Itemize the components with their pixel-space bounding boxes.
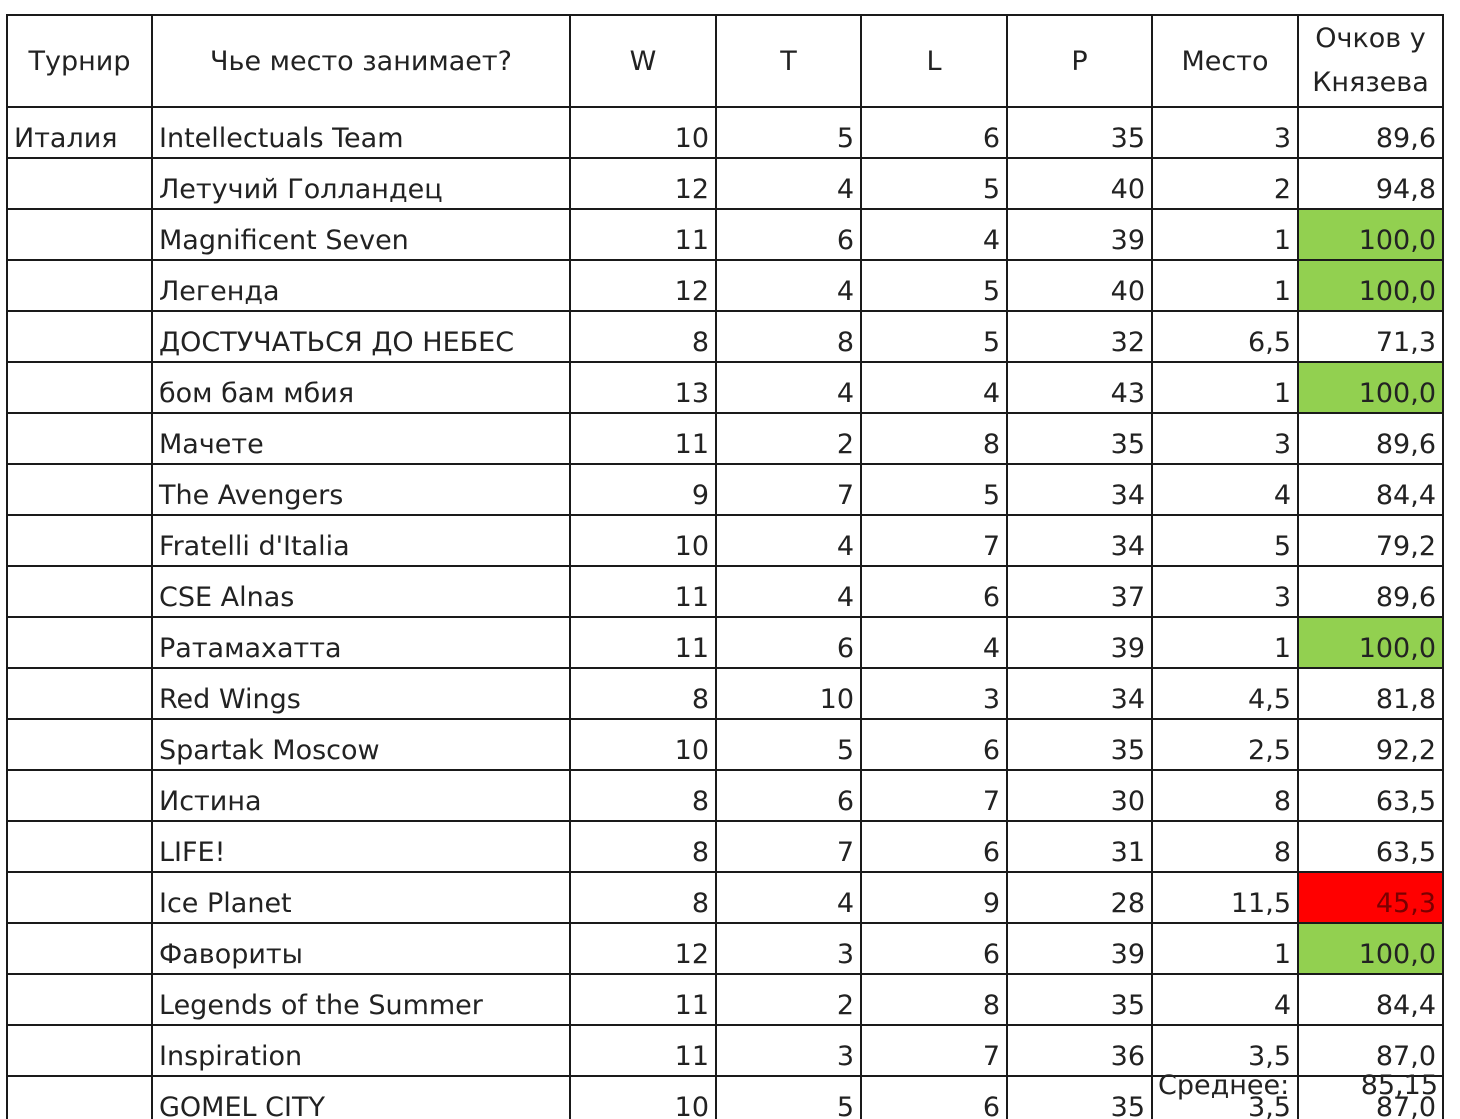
- cell-tournament: [7, 1076, 152, 1119]
- cell-ties: 4: [716, 566, 861, 617]
- table-row: [7, 617, 1443, 668]
- average-value: 85,15: [1360, 1070, 1438, 1101]
- cell-points: 28: [1007, 872, 1152, 923]
- table-row: [7, 974, 1443, 1025]
- cell-wins: 12: [570, 158, 716, 209]
- cell-tournament: [7, 770, 152, 821]
- cell-score: 100,0: [1298, 923, 1443, 974]
- table-row: [7, 923, 1443, 974]
- table-row: [7, 362, 1443, 413]
- cell-team: Spartak Moscow: [152, 719, 570, 770]
- header-score-line1: Очков у: [1315, 23, 1426, 54]
- cell-ties: 5: [716, 719, 861, 770]
- cell-tournament: [7, 413, 152, 464]
- cell-score: 94,8: [1298, 158, 1443, 209]
- cell-points: 34: [1007, 515, 1152, 566]
- table-row: [7, 107, 1443, 158]
- cell-team: Intellectuals Team: [152, 107, 570, 158]
- cell-ties: 4: [716, 260, 861, 311]
- cell-team: Мачете: [152, 413, 570, 464]
- table-row: [7, 209, 1443, 260]
- cell-wins: 12: [570, 260, 716, 311]
- cell-tournament: [7, 617, 152, 668]
- cell-score: 63,5: [1298, 770, 1443, 821]
- cell-points: 35: [1007, 107, 1152, 158]
- header-tournament: Турнир: [7, 15, 152, 107]
- cell-tournament: [7, 260, 152, 311]
- cell-place: 11,5: [1152, 872, 1298, 923]
- cell-wins: 8: [570, 821, 716, 872]
- cell-wins: 8: [570, 311, 716, 362]
- header-row: [7, 15, 1443, 107]
- cell-team: Фавориты: [152, 923, 570, 974]
- cell-losses: 6: [861, 719, 1007, 770]
- cell-ties: 4: [716, 158, 861, 209]
- table-row: [7, 719, 1443, 770]
- cell-team: бом бам мбия: [152, 362, 570, 413]
- cell-place: 4: [1152, 974, 1298, 1025]
- cell-wins: 11: [570, 566, 716, 617]
- cell-place: 1: [1152, 923, 1298, 974]
- cell-points: 35: [1007, 413, 1152, 464]
- cell-losses: 4: [861, 362, 1007, 413]
- cell-team: GOMEL CITY: [152, 1076, 570, 1119]
- cell-tournament: [7, 464, 152, 515]
- cell-points: 39: [1007, 617, 1152, 668]
- cell-team: Летучий Голландец: [152, 158, 570, 209]
- table-row: [7, 413, 1443, 464]
- cell-team: Легенда: [152, 260, 570, 311]
- cell-points: 34: [1007, 464, 1152, 515]
- cell-tournament: [7, 974, 152, 1025]
- cell-losses: 7: [861, 1025, 1007, 1076]
- table-body: [7, 107, 1443, 1119]
- cell-tournament: Италия: [7, 107, 152, 158]
- header-points: P: [1007, 15, 1152, 107]
- cell-wins: 10: [570, 107, 716, 158]
- table-row: [7, 311, 1443, 362]
- cell-ties: 5: [716, 107, 861, 158]
- cell-ties: 4: [716, 872, 861, 923]
- cell-points: 30: [1007, 770, 1152, 821]
- cell-ties: 7: [716, 464, 861, 515]
- cell-wins: 11: [570, 617, 716, 668]
- cell-tournament: [7, 515, 152, 566]
- cell-ties: 6: [716, 209, 861, 260]
- cell-tournament: [7, 668, 152, 719]
- cell-score: 87,0: [1298, 1076, 1443, 1119]
- cell-ties: 3: [716, 1025, 861, 1076]
- cell-team: LIFE!: [152, 821, 570, 872]
- table-row: [7, 464, 1443, 515]
- cell-place: 2: [1152, 158, 1298, 209]
- header-wins: W: [570, 15, 716, 107]
- cell-place: 4: [1152, 464, 1298, 515]
- cell-wins: 8: [570, 872, 716, 923]
- cell-score: 79,2: [1298, 515, 1443, 566]
- cell-place: 3: [1152, 566, 1298, 617]
- cell-score: 92,2: [1298, 719, 1443, 770]
- cell-score: 89,6: [1298, 566, 1443, 617]
- cell-tournament: [7, 923, 152, 974]
- cell-ties: 4: [716, 515, 861, 566]
- cell-score: 63,5: [1298, 821, 1443, 872]
- cell-wins: 9: [570, 464, 716, 515]
- cell-score: 100,0: [1298, 617, 1443, 668]
- cell-losses: 5: [861, 464, 1007, 515]
- cell-losses: 8: [861, 974, 1007, 1025]
- cell-tournament: [7, 872, 152, 923]
- cell-team: CSE Alnas: [152, 566, 570, 617]
- cell-points: 40: [1007, 158, 1152, 209]
- cell-score: 84,4: [1298, 974, 1443, 1025]
- cell-wins: 10: [570, 515, 716, 566]
- cell-losses: 8: [861, 413, 1007, 464]
- cell-place: 3,5: [1152, 1076, 1298, 1119]
- cell-points: 43: [1007, 362, 1152, 413]
- cell-team: Inspiration: [152, 1025, 570, 1076]
- cell-losses: 6: [861, 923, 1007, 974]
- cell-place: 6,5: [1152, 311, 1298, 362]
- cell-team: The Avengers: [152, 464, 570, 515]
- cell-score: 71,3: [1298, 311, 1443, 362]
- cell-losses: 6: [861, 821, 1007, 872]
- cell-place: 3: [1152, 107, 1298, 158]
- cell-losses: 6: [861, 107, 1007, 158]
- results-table: [6, 14, 1444, 1119]
- cell-place: 3,5: [1152, 1025, 1298, 1076]
- cell-ties: 6: [716, 617, 861, 668]
- cell-score: 89,6: [1298, 413, 1443, 464]
- cell-wins: 12: [570, 923, 716, 974]
- cell-place: 8: [1152, 770, 1298, 821]
- cell-losses: 4: [861, 617, 1007, 668]
- header-ties: T: [716, 15, 861, 107]
- table-row: [7, 566, 1443, 617]
- header-losses: L: [861, 15, 1007, 107]
- cell-tournament: [7, 821, 152, 872]
- cell-losses: 9: [861, 872, 1007, 923]
- cell-losses: 5: [861, 311, 1007, 362]
- cell-points: 40: [1007, 260, 1152, 311]
- results-sheet: [6, 14, 1444, 1119]
- cell-team: ДОСТУЧАТЬСЯ ДО НЕБЕС: [152, 311, 570, 362]
- cell-score: 84,4: [1298, 464, 1443, 515]
- cell-losses: 3: [861, 668, 1007, 719]
- cell-wins: 8: [570, 668, 716, 719]
- cell-place: 1: [1152, 209, 1298, 260]
- cell-wins: 10: [570, 1076, 716, 1119]
- cell-place: 3: [1152, 413, 1298, 464]
- cell-team: Fratelli d'Italia: [152, 515, 570, 566]
- cell-tournament: [7, 1025, 152, 1076]
- cell-place: 1: [1152, 260, 1298, 311]
- cell-score: 87,0: [1298, 1025, 1443, 1076]
- cell-place: 1: [1152, 617, 1298, 668]
- cell-score: 81,8: [1298, 668, 1443, 719]
- cell-points: 31: [1007, 821, 1152, 872]
- cell-place: 1: [1152, 362, 1298, 413]
- cell-points: 39: [1007, 209, 1152, 260]
- cell-wins: 8: [570, 770, 716, 821]
- cell-ties: 10: [716, 668, 861, 719]
- cell-ties: 4: [716, 362, 861, 413]
- cell-team: Magnificent Seven: [152, 209, 570, 260]
- cell-tournament: [7, 362, 152, 413]
- cell-losses: 4: [861, 209, 1007, 260]
- cell-losses: 5: [861, 260, 1007, 311]
- cell-points: 34: [1007, 668, 1152, 719]
- cell-losses: 6: [861, 1076, 1007, 1119]
- cell-losses: 6: [861, 566, 1007, 617]
- header-score-line2: Князева: [1312, 67, 1429, 98]
- table-row: [7, 872, 1443, 923]
- cell-wins: 11: [570, 209, 716, 260]
- cell-points: 35: [1007, 974, 1152, 1025]
- cell-wins: 11: [570, 1025, 716, 1076]
- header-score: [1298, 15, 1443, 107]
- cell-ties: 7: [716, 821, 861, 872]
- cell-team: Истина: [152, 770, 570, 821]
- cell-wins: 13: [570, 362, 716, 413]
- cell-team: Ice Planet: [152, 872, 570, 923]
- cell-place: 8: [1152, 821, 1298, 872]
- cell-losses: 7: [861, 770, 1007, 821]
- cell-ties: 6: [716, 770, 861, 821]
- cell-tournament: [7, 209, 152, 260]
- table-row: [7, 515, 1443, 566]
- cell-team: Red Wings: [152, 668, 570, 719]
- cell-losses: 7: [861, 515, 1007, 566]
- cell-wins: 11: [570, 413, 716, 464]
- table-row: [7, 668, 1443, 719]
- cell-tournament: [7, 719, 152, 770]
- cell-score: 100,0: [1298, 260, 1443, 311]
- cell-score: 100,0: [1298, 362, 1443, 413]
- header-team: Чье место занимает?: [152, 15, 570, 107]
- header-place: Место: [1152, 15, 1298, 107]
- cell-points: 35: [1007, 719, 1152, 770]
- cell-ties: 3: [716, 923, 861, 974]
- cell-score: 45,3: [1298, 872, 1443, 923]
- cell-points: 37: [1007, 566, 1152, 617]
- cell-points: 35: [1007, 1076, 1152, 1119]
- cell-tournament: [7, 158, 152, 209]
- average-label: Среднее:: [1158, 1070, 1290, 1101]
- cell-points: 32: [1007, 311, 1152, 362]
- cell-place: 5: [1152, 515, 1298, 566]
- cell-wins: 11: [570, 974, 716, 1025]
- cell-score: 89,6: [1298, 107, 1443, 158]
- cell-points: 36: [1007, 1025, 1152, 1076]
- cell-place: 2,5: [1152, 719, 1298, 770]
- cell-tournament: [7, 311, 152, 362]
- cell-tournament: [7, 566, 152, 617]
- cell-ties: 5: [716, 1076, 861, 1119]
- cell-place: 4,5: [1152, 668, 1298, 719]
- table-row: [7, 770, 1443, 821]
- cell-score: 100,0: [1298, 209, 1443, 260]
- cell-points: 39: [1007, 923, 1152, 974]
- cell-ties: 8: [716, 311, 861, 362]
- table-row: [7, 158, 1443, 209]
- cell-team: Ратамахатта: [152, 617, 570, 668]
- table-row: [7, 821, 1443, 872]
- cell-team: Legends of the Summer: [152, 974, 570, 1025]
- table-row: [7, 260, 1443, 311]
- cell-ties: 2: [716, 974, 861, 1025]
- cell-losses: 5: [861, 158, 1007, 209]
- cell-wins: 10: [570, 719, 716, 770]
- cell-ties: 2: [716, 413, 861, 464]
